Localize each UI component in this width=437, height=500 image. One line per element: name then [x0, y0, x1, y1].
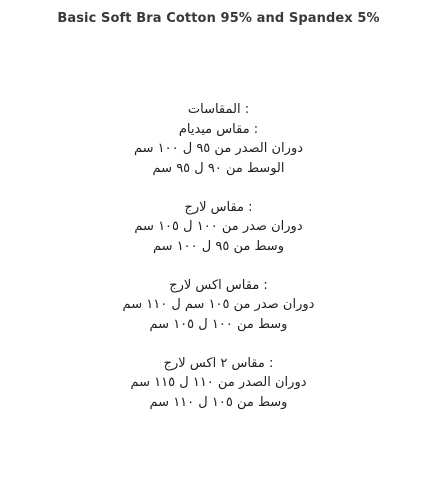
size-2xl-waist: وسط من ١٠٥ ل ١١٠ سم	[149, 394, 288, 410]
size-name-xl: : مقاس اكس لارج	[169, 277, 268, 293]
size-medium-waist: الوسط من ٩٠ ل ٩٥ سم	[152, 160, 285, 176]
size-block-xl	[0, 276, 437, 335]
size-medium-bust: دوران الصدر من ٩٥ ل ١٠٠ سم	[133, 141, 304, 156]
size-name-large: : مقاس لارج	[184, 199, 253, 215]
size-large-bust: دوران صدر من ١٠٠ ل ١٠٥ سم	[134, 219, 303, 234]
size-xl-waist: وسط من ١٠٠ ل ١٠٥ سم	[149, 316, 288, 332]
size-block-2xl	[0, 354, 437, 413]
size-chart-heading-block	[0, 100, 437, 178]
size-chart	[0, 100, 437, 412]
size-name-medium: : مقاس ميديام	[178, 121, 259, 137]
size-xl-bust: دوران صدر من ١٠٥ سم ل ١١٠ سم	[122, 297, 315, 312]
product-title: Basic Soft Bra Cotton 95% and Spandex 5%	[57, 11, 380, 26]
size-chart-heading: : المقاسات	[187, 102, 250, 117]
size-block-large	[0, 198, 437, 257]
size-large-waist: وسط من ٩٥ ل ١٠٠ سم	[153, 238, 284, 254]
size-2xl-bust: دوران الصدر من ١١٠ ل ١١٥ سم	[130, 375, 307, 390]
size-name-2xl: : مقاس ٢ اكس لارج	[163, 355, 274, 371]
